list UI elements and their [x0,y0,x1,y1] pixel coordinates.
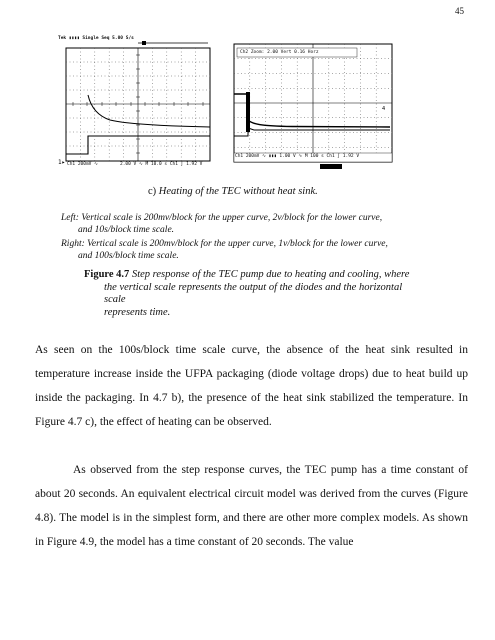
svg-text:4: 4 [382,106,386,112]
body-paragraph-1 [35,338,468,434]
body-paragraph-2 [35,458,468,554]
left-scope-display [58,36,218,176]
left-note-lead: Left: [61,213,79,223]
figure-caption [84,269,414,319]
right-note-line2: and 100s/block time scale. [78,251,179,261]
right-scope-footer: Ch1 200mV ∿ ▮▮▮ 1.00 V ∿ M 100 s Ch1 ∫ 1.92 V [235,154,360,159]
right-scope-display [232,40,394,180]
right-scope-header: Ch2 Zoom: 2.00 Vert 0.16 Horz [240,50,319,55]
left-scale-note [61,212,481,236]
right-scale-note [61,238,481,262]
left-scope-footer-ch1: Ch1 200mV ∿ [67,162,98,167]
left-note-line2: and 10s/block time scale. [78,225,175,235]
left-scope-header: Tek ▮▮▮▮ Single Seq 5.00 S/s [58,36,134,41]
paragraph-1-text: As seen on the 100s/block time scale curve, the absence of the heat sink resulted in temperature increase inside the UFPA packaging (diode voltage drops) due to heat build up inside the packaging. In 4.7 b), the presence of the heat sink stabilized the temperature. In Figure 4.7 c), the effect of heating can be observed. [35,344,468,428]
figure-caption-line2: the vertical scale represents the output of the diodes and the horizontal scale [104,281,403,305]
right-note-line1: Vertical scale is 200mv/block for the upper curve, 1v/block for the lower curve, [87,239,388,249]
figure-caption-line1: Step response of the TEC pump due to heating and cooling, where [131,269,410,280]
left-oscilloscope-screenshot [58,36,218,176]
left-scope-footer-settings: 2.00 V ∿ M 10.0 s Ch1 ∫ 1.92 V [120,162,203,167]
svg-text:1▸: 1▸ [58,159,66,166]
figure-caption-line3: represents time. [104,306,171,318]
subfigure-caption-text: Heating of the TEC without heat sink. [158,186,318,197]
figure-label: Figure 4.7 [84,269,130,280]
right-oscilloscope-screenshot [232,40,394,180]
paragraph-2-text: As observed from the step response curves, the TEC pump has a time constant of about 20 seconds. An equivalent electrical circuit model was derived from the curves (Figure 4.8). The model is in the simplest form, and there are other more complex models. As shown in Figure 4.9, the model has a time constant of 20 seconds. The value [35,464,468,548]
page-number: 45 [455,6,464,16]
left-note-line1: Vertical scale is 200mv/block for the upper curve, 2v/block for the lower curve, [81,213,383,223]
subfigure-label: c) [148,186,157,197]
subfigure-caption [148,186,318,197]
right-note-lead: Right: [61,239,85,249]
